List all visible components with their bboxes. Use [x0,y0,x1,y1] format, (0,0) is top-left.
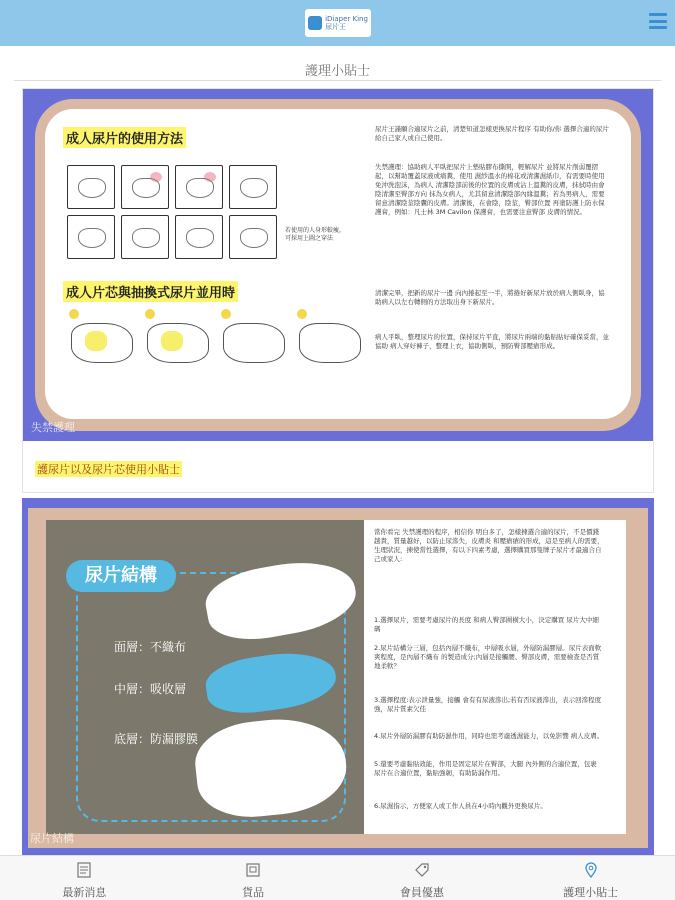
nav-label: 貨品 [242,886,265,899]
step-illustration [229,215,277,259]
image-caption: 尿片結構 [30,832,74,845]
step-illustration [67,165,115,209]
layer-label-bottom: 底層：防漏膠膜 [114,732,199,746]
step-illustration [67,215,115,259]
structure-title: 尿片結構 [66,560,176,592]
usage-steps-row-2 [67,215,277,259]
product-icon [244,861,262,879]
usage-paragraph-2: 失禁護理：協助病人平臥把尿片上墊貼膠布撕開，輕解尿片 並將尿片削弱覆摺起，以幫助覆蓋尿液或痛糞，使用 濕紗溫水的棉花或清潔濕紙巾，有需要時使用免沖洗泡沫，為病人 清潔陰部前後的位置的皮膚或沾上溫糞的皮膚，抹拭時由會陰清潔至臀部方向 抹為女病人，尤其留意清潔陰部內緣溫糞；若為男病人，需要留意清潔陰莖陰囊的皮膚。清潔後，在會陰，陰莖，臀部位置 再塗防護上防水保護膏，例如：凡士林 3M Cavilon 保護膏，也需要注意臀部 皮膚的情況。 [375,163,605,216]
structure-point-4: 4.尿片外層防漏膠有助防濕作用，同時也需考慮透濕能力，以免影響 病人皮膚。 [374,732,604,740]
step-illustration [67,309,139,367]
layer-label-middle: 中層：吸收層 [114,682,187,696]
top-app-bar [0,0,675,46]
hamburger-menu-icon[interactable] [649,13,667,29]
step-illustration [175,165,223,209]
usage-paragraph-3: 清潔完畢，把新的尿片一邊 向內捲起至一半，將捲好新尿片放於病人側臥身，協助病人以左右轉側的方法取出身下新尿片。 [375,289,605,306]
usage-paragraph-1: 尿片王謹願合適尿片之前，清楚知道怎樣更換尿片程序 有助你/你 選擇合適的尿片 給自己家人或自己使用。 [375,125,609,142]
step-illustration [121,165,169,209]
usage-steps-row-1 [67,165,277,209]
structure-point-1: 1.選擇尿片，需要考慮尿片的長度 和病人臀部圍橫大小，決定購買 尿片大中細碼 [374,616,599,633]
tip-card-1[interactable] [22,88,654,493]
nav-news[interactable] [0,856,169,900]
tip-card-2[interactable] [22,498,654,856]
logo-text: iDiaper King 尿片王 [325,15,368,31]
step-illustration [229,165,277,209]
step-illustration [143,309,215,367]
nav-label: 最新消息 [62,886,107,899]
structure-point-2: 2.尿片結構分三層，包括內層不織布，中層吸水層，外層防漏膠層。尿片表面軟爽程度，是內層不織布 的製造成分;內層是接觸腰、臀部皮膚，需要檢查是否質地柔軟？ [374,644,602,670]
step-illustration [219,309,291,367]
structure-point-6: 6.尿濕指示，方便家人或工作人員在4小時內觀外更換尿片。 [374,802,547,810]
image-caption: 失禁護理 [31,421,75,434]
nav-products[interactable] [169,856,338,900]
structure-point-3: 3.選擇程度:表示泄量強，接觸 會有有尿液滲出;若有否尿液滲出，表示回滲程度強，尿片質素欠佳 [374,696,602,713]
banner-paper [45,109,631,419]
step-illustration [121,215,169,259]
bottom-navigation [0,855,675,900]
nav-label: 護理小貼士 [563,886,619,899]
structure-panel [46,520,364,834]
layer-label-top: 面層：不織布 [114,640,187,654]
tip-title-link[interactable]: 護尿片以及尿片芯使用小貼士 [37,463,180,476]
location-pin-icon [582,861,600,879]
nav-label: 會員優惠 [399,886,444,899]
nav-care-tips[interactable] [506,856,675,900]
section-title-combined: 成人片芯與抽換式尿片並用時 [63,281,238,302]
divider [14,80,661,81]
section-title-usage: 成人尿片的使用方法 [63,127,186,148]
structure-text-panel [364,520,626,834]
step-illustration [175,215,223,259]
structure-intro: 當你看完 失禁護理的程序，相信你 明白多了，怎樣揀選合適的尿片，不是價錢越貴，質量越好，以防止尿滲失，皮膚炎 和壓瘡瘡的形成，這是至病人的需要，生理狀況，揀使當性選擇，有以下四素考慮，選擇購買那隻牌子尿片才最適合自己或家人: [374,528,604,563]
logo-mark-icon [308,16,322,30]
tag-icon [413,861,431,879]
usage-paragraph-4: 病人平臥，整理尿片的位置，保持尿片平直，將尿片兩端的黏貼貼好確保妥當，並協助 病人穿好褲子，整理上衣，協助側臥，預防臀部壓瘡形成。 [375,333,609,350]
news-icon [75,861,93,879]
step-illustration [295,309,367,367]
nav-member-offers[interactable] [338,856,507,900]
app-logo[interactable] [305,9,371,37]
combined-steps-row [67,309,367,367]
tip-banner-image-1[interactable] [23,89,653,441]
page-title: 護理小貼士 [304,64,370,79]
structure-point-5: 5.還要考慮黏貼效能，作用是固定尿片在臀部，大腿 內外側的合適位置，包裹 尿片在合適位置，黏貼強韌，有助防漏作用。 [374,760,597,777]
side-note: 若使用的人身形較瘦， 可採用上圖之穿法 [285,227,346,242]
